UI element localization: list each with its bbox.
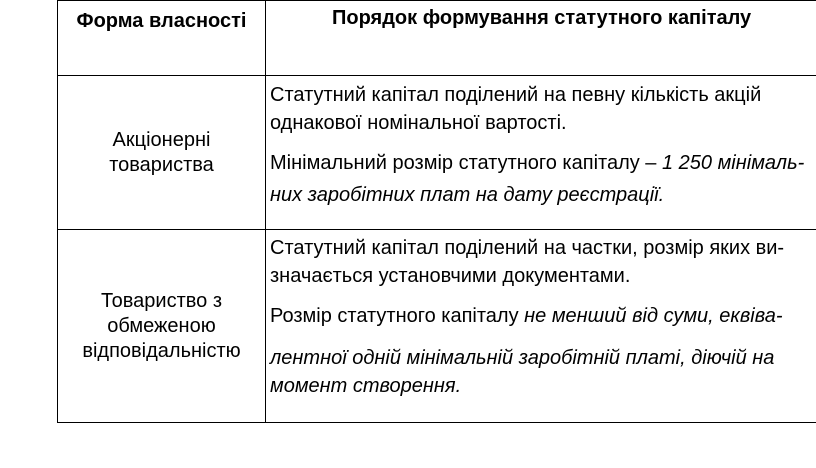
text-line [270,302,816,330]
text-normal: Мінімальний розмір статутного капіталу – [270,152,662,174]
text-italic: не менший від суми, еквіва- [524,305,783,327]
ownership-table [57,0,816,423]
row-name-joint-stock: Акціонерні товариства [109,128,214,176]
text-line-italic: них заробітних плат на дату реєстрації. [270,184,665,206]
row-name-cell [58,230,266,423]
table-header-row [58,1,816,76]
row-name-llc: Товариство з обмеженою відповідальністю [82,289,241,362]
text-line: Статутний капітал поділений на певну кількість акцій [270,84,762,106]
row-content-cell [266,76,816,230]
text-line: Статутний капітал поділений на частки, розмір яких ви- [270,237,785,259]
text-line: однакової номінальної вартості. [270,112,567,134]
text-normal: Розмір статутного капіталу [270,305,525,327]
table-row [58,230,816,423]
row-paragraph-1 [270,81,816,137]
table-row [58,76,816,230]
text-line-italic: момент створення. [270,375,462,397]
header-capital-procedure-label: Порядок формування статутного капіталу [332,7,752,29]
text-italic: 1 250 мінімаль- [661,152,805,174]
row-paragraph-2 [270,149,816,209]
text-line-italic: лентної одній мінімальній заробітній платі, діючій на [270,347,775,369]
row-paragraph-1 [270,234,816,290]
header-cell-ownership-form [58,1,266,76]
header-cell-capital-procedure [266,1,816,76]
header-ownership-form-label: Форма власності [76,10,247,32]
text-line [270,149,816,177]
text-line: значається установчими документами. [270,265,631,287]
row-paragraph-2 [270,302,816,400]
row-content-cell [266,230,816,423]
row-name-cell [58,76,266,230]
